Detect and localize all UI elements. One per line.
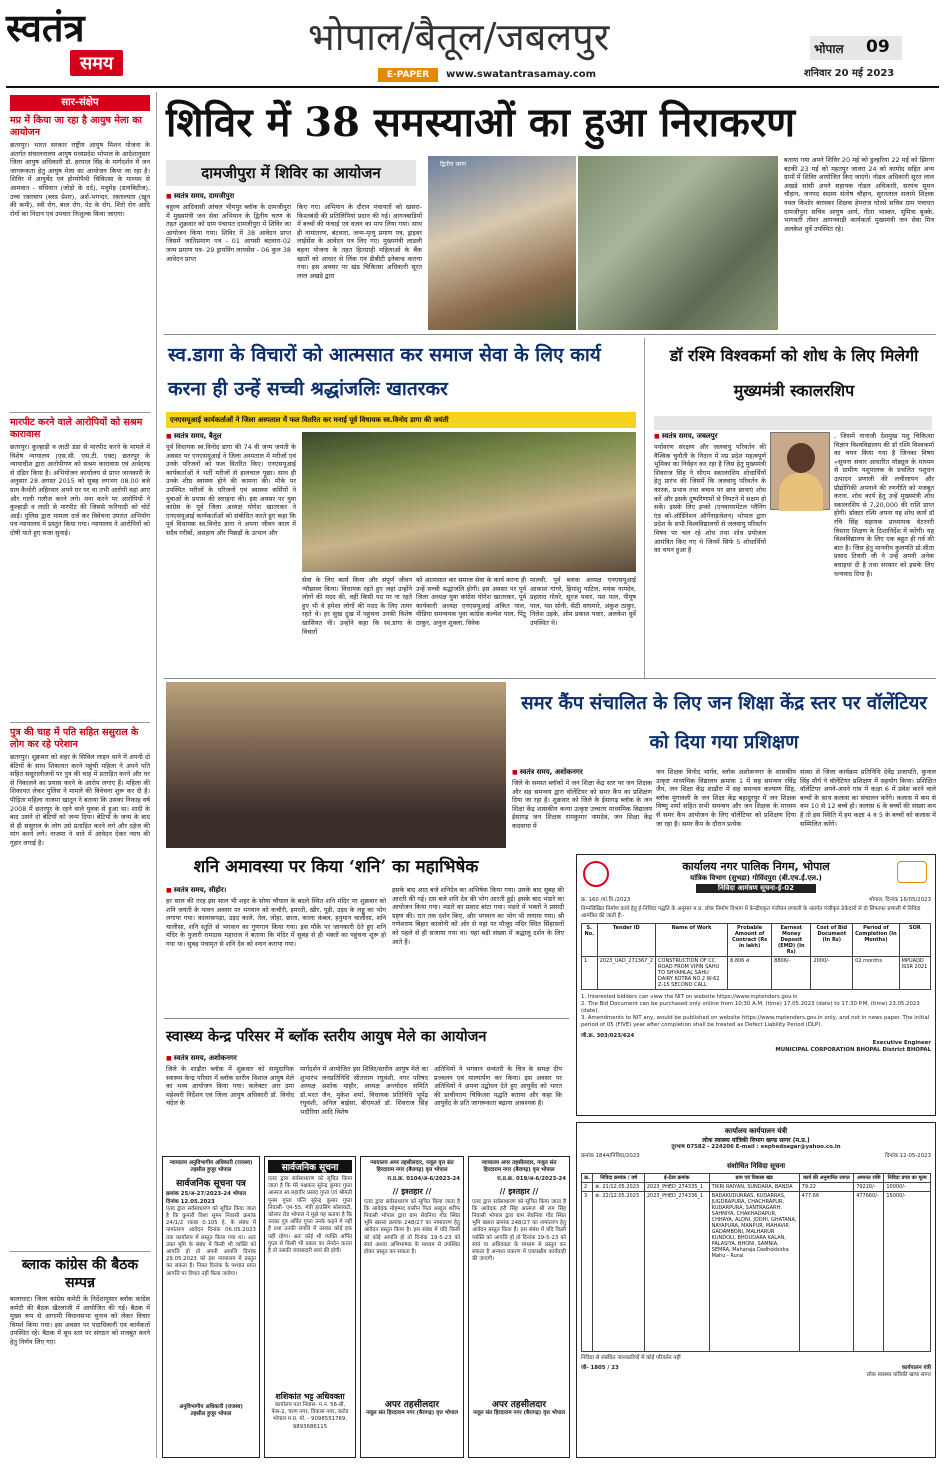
table-header: ई-टेंडर क्रमांक [644,1174,709,1183]
notice-signer: अपर तहसीलदार [384,1399,440,1410]
samar-headline: समर कैंप संचालित के लिए जन शिक्षा केंद्र स्तर पर वॉलेंटियर को दिया गया प्रशिक्षण [521,693,927,753]
emblem-icon [583,861,609,887]
tender-signer-org: MUNICIPAL CORPORATION BHOPAL District BHOPAL [775,1047,931,1054]
shani-col2: इसके बाद आठ बजे शनिदेव का अभिषेक किया गया। उसके बाद सुबह की आरती की गई। दस बजे शनि देव की भोग आरती हुई। इसके बाद भंडारे का आयोजन किया गया। भंडारे का प्रसाद बांटा गया। भंडारे में भक्तों ने प्रसादी ग्रहण की। रात तक दर्शन किए, और भगवान का भोग भी लगाया गया। श्री गणेशराम बिहार कालोनी को ओर से यहां पर मौजूद मंदिर स्थित सिंहासनों को पहले से ही सजाया गया था। यहां बड़ी संख्या में श्रद्धालु दर्शन के लिए आते हैं। [392,886,564,946]
daga-headline: स्व.डागा के विचारों को आत्मसात कर समाज सेवा के लिए कार्य करना ही उन्हें सच्ची श्रद्धांजलिः खातरकर [168,344,601,400]
tender-title: निविदा आमंत्रण सूचना-ई-02 [696,884,816,893]
tender-date: भोपाल, दिनांक 16/05/2023 [868,897,931,903]
notice-case: रा.प्र.क्र. 019/अ-6/2023-24 [497,1176,566,1183]
rashmi-photo [770,432,830,510]
table-header: Cost of Bid Document (In Rs) [811,923,853,956]
daga-col3: को आत्मसात कर समाज सेवा के कार्य करना ही उन्हें सच्ची श्रद्धांजलि होगी। इस अवसर पर पूर्व जिला अध्यक्ष युवा कांग्रेस योगेश खातरकर, पूर्व कार्यकारी अध्यक्ष एनएसयूआई अंकित पाल, मीडिया समन्वयक युवा कांग्रेस कल्पेश पाल, पिंटू ठाकुर, अनुज शुक्ला, विवेक [416,576,526,627]
ayush-byline: ■ स्वतंत्र समय, अशोकनगर [166,1054,566,1063]
notice-title: सार्वजनिक सूचना पत्र [176,1179,246,1190]
epaper-badge[interactable]: E-PAPER [378,68,438,82]
table-header: ग्राम एवं विकास खंड [709,1174,799,1183]
phe-ref: क्रमांक 1844/निविदा/2023 [581,1153,640,1160]
sidebar-item [10,1251,150,1451]
notice-case: रा.प्र.क्र. 0104/अ-6/2023-24 [387,1176,460,1183]
table-header: Probable Amount of Contract (Rs in lakh) [728,923,772,956]
notice-body: एतद द्वारा सर्वसाधारण को सूचित किया जाता है कि मेरे पक्षकार सुरेन्द्र कुमार गुप्ता आत्मज स्व.महावीर प्रसाद गुप्ता एवं श्रीमती पूनम गुप्ता पत्नि सुरेन्द्र कुमार गुप्ता निवासी- एम-55, मंत्री हाउसिंग सोसायटी, कोलार रोड भोपाल ने मुझे यह बताया है कि उनका पुत्र अर्पित गुप्ता उनके कहने में नहीं है तथा उनकी संपत्ति में उसका कोई हक नहीं रहेगा। अतः कोई भी व्यक्ति अर्पित गुप्ता से किसी भी प्रकार का लेनदेन करता है तो उसकी जवाबदारी स्वयं की होगी। [268,1176,352,1255]
table-header: S. No. [582,923,598,956]
phe-notice [576,1122,936,1458]
edition-title: भोपाल/बैतूल/जबलपुर [308,15,610,59]
table-header-row [582,1174,931,1183]
table-header: निविदा प्रपत्र का मूल्य [884,1174,931,1183]
table-cell: 10000/- [884,1183,931,1192]
table-header: निविदा क्रमांक / वर्ष [593,1174,645,1183]
phe-org: कार्यालय कार्यपालन यंत्री [724,1127,788,1135]
notice-body: एतद द्वारा सर्वसाधारण को सूचित किया जाता है कि आवेदक मोहम्मद यासीन पिता अब्दुल शरीफ निवासी भोपाल द्वारा ग्राम सेवनिया गोंड स्थित भूमि खसरा क्रमांक 248/27 का नामांतरण हेतु आवेदन प्रस्तुत किया है। इस संबंध में यदि किसी को कोई आपत्ति हो तो दिनांक 19-5-23 को स्वयं अथवा अभिभाषक के माध्यम से उपस्थित होकर प्रस्तुत कर सकता है। [364,1198,460,1256]
sidebar-item [10,722,150,1247]
table-row [582,1183,931,1192]
table-cell: 477.66 [799,1192,854,1352]
shani-photo [166,682,506,848]
notice-case: क्रमांक 25/अ-27/2023-24 भोपाल दिनांक 12.05.2023 [166,1191,246,1205]
phe-title: संशोधित निविदा सूचना [726,1162,786,1171]
sidebar-item-body: छतरपुर। कुल्हाड़ी व लाठी डंडा से मारपीट करने के मामले में विशेष न्यायालय (एस.सी. एस.टी. एक्ट) छतरपुर के न्यायाधीश द्वारा आरोपीगण को सश्रम कारावास एवं अर्थदण्ड से दंडित किया है। अभियोजन कार्यालय से प्राप्त जानकारी के अनुसार 28 अगस्त 2015 को सुबह लगभग 08.00 बजे ग्राम कैथोरी अहिरवार अपने घर पर था तभी आरोपी वहां आए और गाली गलौज करने लगे। मना करने पर आरोपियों ने कुल्हाड़ी व लाठी से मारपीट की जिससे फरियादी को चोटें आईं। पुलिस द्वारा मामला दर्ज कर विवेचना उपरांत अभियोग पत्र न्यायालय में प्रस्तुत किया गया। न्यायालय ने आरोपियों को दोषी पाते हुए सजा सुनाई। [10,443,150,537]
table-cell: 8806/- [772,956,811,989]
notice-signer: अनुविभागीय अधिकारी (राजस्व) [179,1403,243,1410]
lead-col2: किए गए। अभियान के दौरान पंचायतों को खसरा-किश्तबंदी की प्रतिलिपियां प्रदान की गई। आगनबाडियों में बच्चों की फंचाई एवं वजन का माप लिया गया। साथ ही नामांतरण, बंटवारा, जन्म-मृत्यु प्रमाण पत्र, ड्राइवर लाईसेंस के आवेदन पत्र लिए गए। मुख्यमंत्री लाडली बहना योजना के तहत हितग्राही महिलाओं के बैंक खातों को आधार से लिंक एवं डीबीटी इनेबल्ड कराया गया। इस अवसर पर खंड चिकित्सा अधिकारी सूरत लाल अखडे द्वारा [297,203,422,280]
notice-body: एतद द्वारा सर्वसाधारण को सूचित किया जाता है कि आवेदक हरी सिंह आत्मज श्री राम सिंह निवासी भोपाल द्वारा ग्राम सेवनिया गोंड स्थित भूमि खसरा क्रमांक 248/27 का नामांतरण हेतु आवेदन प्रस्तुत किया है। इस संबंध में यदि किसी व्यक्ति को आपत्ति हो तो दिनांक 19-5-23 को स्वयं या अधिवक्ता के माध्यम से प्रस्तुत कर सकता है अन्यथा प्रकरण में एकपक्षीय कार्यवाही की जाएगी। [472,1198,566,1263]
legal-notice [264,1156,356,1458]
samar-byline: ■ स्वतंत्र समय, अशोकनगर [512,768,652,777]
shani-body [166,886,566,1016]
notice-signer: अपर तहसीलदार [491,1399,547,1410]
legal-notice [162,1156,260,1458]
table-cell: 79.22 [799,1183,854,1192]
tender-note: 2. The Bid Document can be purchased only online from 10:30 A.M. (time) 17.05.2023 (date) to 17:30 P.M. (time) 23.05.2023 (date). [581,1000,920,1015]
photo-caption: द्वितीय चरण [440,161,466,168]
table-cell: 2 [582,1183,593,1192]
notice-court: न्यायालय अपर तहसीलदार, नजूल संत हिरदाराम नगर (बैरागढ़) वृत्त भोपाल [481,1160,557,1174]
table-cell: 2023_PHED_274335_1 [644,1183,709,1192]
table-header: Earnest Money Deposit (EMD) (In Rs) [772,923,811,956]
table-cell: 8.806 ल. [728,956,772,989]
table-header-row [582,923,931,956]
table-header: Tender ID [597,923,655,956]
phe-table [581,1173,931,1352]
table-header: कार्य की अनुमानित लागत [799,1174,854,1183]
table-header: SOR [899,923,930,956]
tender-table [581,923,931,990]
sidebar-item-title: ब्लाक कांग्रेस की बैठक सम्पन्न [21,1257,139,1291]
phe-ref2: जी- 1805 / 23 [581,1364,619,1371]
tender-signer: Executive Engineer [872,1039,931,1046]
ayush-col2: मार्गदर्शन में आयोजित इस शिविर/स्तरीय आयुष मेले का शुभारंभ जनप्रतिनिधि सीताराम रघुवंशी, नगर परिषद अध्यक्ष अशोक माहौर, अध्यक्ष अन्त्योदय समिति डॉ.भरत जैन, मुकेश शर्मा, विधायक प्रतिनिधि भूपेंद्र रघुवंशी, अनिल बाईसा, बीएमओ डॉ. शिवराज सिंह भदौरिया आदि विशेष [300,1065,428,1116]
samar-body-left [512,768,652,848]
ayush-body [166,1054,566,1154]
table-cell: 1 [582,956,598,989]
table-cell: 3 [582,1192,593,1352]
sidebar-header: सार-संक्षेप [10,95,150,111]
sidebar [10,95,150,1455]
notice-signer2: नजूल संत हिरदाराम नगर (बैरागढ़) वृत्त भोपाल [365,1409,459,1416]
logo-text-line2: समय [70,50,123,76]
daga-col2: सेवा के लिए कार्य किया और संपूर्ण जीवन न्यौछावर किया। विधायक रहते हुए जहां उन्होंने लोगों की मदद की, वहीं किसी पद पर ना रहते हुए भी वे हमेशा लोगों की मदद के लिए तत्पर रहते थे। हर सुख दुख में पहुंचना उनकी विशेष खासियत थी। उन्होंने कहा कि स्व.डागा के विचारों [302,576,412,636]
rashmi-body-left [654,432,766,672]
table-row [582,1192,931,1352]
table-cell: 2023_UAD_271367_2 [597,956,655,989]
ayush-headline: स्वास्थ्य केन्द्र परिसर में ब्लॉक स्तरीय आयुष मेले का आयोजन [166,1028,487,1045]
rashmi-col2: , जिसमें नानाजी देशमुख पशु चिकित्सा विज्ञान विश्वविद्यालय की डॉ रश्मि विश्वकर्मा का चयन किया गया है जिनका विषय «सूचना संचार आधारित मॉड्यूल के माध्यम से ग्रामीण पशुपालक के प्रचलित पशुधन उत्पादन प्रणाली की लचीलापन और प्रौद्योगिकी अपनाने की रणनीति को मजबूत करना. शोध कार्य हेतु उन्हें मुख्यमंत्री शोध स्कालरशिप से 7,20,000 की राशि प्राप्त होगी। डॉक्टर रश्मि अपना यह शोध कार्य डॉ रचि सिंह सहायक प्राध्यापक वेटरनरी विस्तार शिक्षण के दिशानिर्देश में करेंगी। यह विश्वविद्यालय के लिए एक बहुत ही गर्व की बात है। जिस हेतु माननीय कुलपति प्रो.सीता प्रसाद तिवारी जी ने उन्हें अपनी अनेक बधाइयां दी है तथा सरकार को इसके लिए धन्यवाद दिया है। [834,432,934,578]
table-cell: क्र. 22/12.05.2023 [593,1192,645,1352]
lead-body-left [166,192,422,330]
logo [6,6,176,82]
daga-byline: ■ स्वतंत्र समय, बैतूल [166,432,296,441]
sidebar-item-title: मारपीट करने वाले आरोपियों को सश्रम कारावास [10,417,143,440]
shani-col1: हर साल की तरह इस साल भी शहर के सोया चौपाल के बदले स्थित शनि मंदिर पर शुक्रवार को शनि जयंती के पावन अवसर पर भगवान को कचौरी, इमरती, खीर, पूड़ी, उड़द के लड्डू का भोग लगाया गया। कालाकपड़ा, उड़द काले, तेल, लोहा, छाता, काला कंबल, हनुमान चालीसा, शनि चालीसा, शनि स्तुति से भगवान का गुणगान किया गया। इस मौके पर जानकारी देते हुए शनि मंदिर के पुजारी रामदास महाराज ने बताया कि मंदिर में सुबह से ही भक्तों का पहुंचना शुरू हो गया था। सुबह पंचामृत से शनि देव को स्नान कराया गया। [166,897,386,948]
table-cell: 2023_PHED_274336_1 [644,1192,709,1352]
sidebar-item-body: छतरपुर। शुक्रवार को शहर के सिविल लाइन थाने में अपनी दो बेटियों के साथ शिकायत करने पहुंची महिला ने अपने पति सहित ससुरालीजनों पर पुत्र की चाह में प्रताड़ित करने और घर से निकालने का प्रयास करने के आरोप लगाए हैं। महिला की शिकायत लेकर पुलिस ने मामले की विवेचना शुरू कर दी है। पीड़िता महिला नाजमा खातून ने बताया कि उसका निकाह वर्ष 2008 में छतरपुर के रहने वाले युवक से हुआ था। शादी के बाद उसने दो बेटियों को जन्म दिया। बेटियों के जन्म के बाद से ही ससुराल के लोग उसे प्रताड़ित करने लगे और दहेज की मांग करने लगे। नाजमा ने थाने में आवेदन देकर न्याय की गुहार लगाई है। [10,753,150,847]
page-city: भोपाल [814,42,844,56]
phe-contact: दूरभाष 07582 - 224206 E-mail : eephedsagar@yahoo.co.in [671,1144,841,1150]
table-cell: क्र. 21/12.05.2023 [593,1183,645,1192]
sidebar-item [10,412,150,718]
phe-footer: निविदा से संबंधित जानकारियों में कोई परिवर्तन नहीं [581,1355,681,1362]
lead-headline: शिविर में 38 समस्याओं का हुआ निराकरण [166,99,796,146]
tender-ref: क्र. 160 /यां.वि./2023 [581,897,631,903]
notice-title: // इश्तहार // [392,1186,432,1196]
notice-title: सार्वजनिक सूचना [268,1160,352,1173]
issue-date: शनिवार 20 मई 2023 [804,68,895,79]
sidebar-item-body: बालाघाट। जिला कांग्रेस कमेटी के निर्देशानुसार ब्लॉक कांग्रेस कमेटी की बैठक खैरलांजी में आयोजित की गई। बैठक में मुख्य रूप से आगामी विधानसभा चुनाव को लेकर विचार विमर्श किया गया। इस अवसर पर पदाधिकारी एवं कार्यकर्ता उपस्थित रहे। बैठक में बूथ स्तर पर संगठन को मजबूत करने हेतु निर्णय लिए गए। [10,1295,150,1346]
table-cell: 02 months [853,956,900,989]
shani-byline: ■ स्वतंत्र समय, सीहोर। [166,886,386,895]
tender-dept: यांत्रिक विभाग (सुभद्रा) गोविंदपुरा (बी.एच.ई.एल.) [690,874,822,882]
notice-body: एतद द्वारा सर्वसाधारण को सूचित किया जाता है कि कुमारी विशा सुमन निवासी क्रमांक 24/1/2 रकबा 0.105 हे. के संबंध में नामांतरण आवेदन दिनांक 06.05.2023 तक कार्यालय में प्रस्तुत किया गया था। अतः उक्त भूमि के संबंध में किसी भी व्यक्ति को आपत्ति हो तो अपनी आपत्ति दिनांक 29.05.2023 को इस न्यायालय में प्रस्तुत कर सकता है। नियत दिनांक के पश्चात प्राप्त आपत्ति पर विचार नहीं किया जावेगा। [166,1205,256,1277]
tender-note: 1. Interested bidders can view the NIT on website https://www.mptenders.gov.in [581,993,798,1000]
notice-court: न्यायालय अपर तहसीलदार, नजूल वृत्त संत हिरदाराम नगर (बैरागढ़) वृत्त भोपाल [370,1160,454,1174]
legal-notice [468,1156,570,1458]
anniversary-logo-icon [897,861,927,883]
lead-col3: बताया गया अपने शिविर 20 मई को डुल्हरिया 22 मई को झिरना बटकी 23 मई को महतपुर जावरा 24 को कामोद सहित अन्य ग्रामों में शिविर आयोजित किए जाएंगे। नोडल अधिकारी सूरत लाल अखडे सांसी अपने सहायक नोडल अधिकारी, सरपंच सुमन चौहान, जनपद सदस्य संतोष चौहान, सुरतलाल सलामे शिक्षक नवल किशोर बारस्कर शिक्षक हेमराज घोरसे सचिव ग्राम पंचायत दामजीपुरा सचिव आयुष आर्य, गीता भास्कर, सुमित्रा बुक्के, भागवती तोमर आगनवाड़ी कार्यकर्ता मुख्यमंत्री जन सेवा मित्र अलकेश धुर्वे उपस्थित रहे। [784,156,934,233]
sidebar-item [10,115,150,408]
tender-note: 3. Amendments to NIT any, would be published on website https://www.mptenders.gov.in only, and not in news paper. The initial period of 05 (FIVE) year after completion shall be treated as Defect Liability Period (DLP). [581,1015,930,1029]
sidebar-item-title: मप्र में किया जा रहा है आयुष मेला का आयोजन [10,115,142,138]
daga-col4: मालवी, पूर्व ब्लाक अध्यक्ष एनएसयूआई आकाश गांगरे, हिमांशु पाटिल, मयंक नामदेव, प्रहलाद गोयरे, सूरज पवार, यश पाल, पीयूष पाल, यश सोनी, सेठी वाघमारे, अंकुश ठाकुर, निलेश उइके, ओम प्रकाश पवार, अलकेश धुर्वे उपस्थित थे। [530,576,636,627]
phe-signer-org: लोक स्वास्थ्य यांत्रिकी खण्ड सागर [866,1371,931,1378]
notice-signer2: नजूल संत हिरदाराम नगर (बैरागढ़) वृत्त भोपाल [472,1409,566,1416]
website-link[interactable]: www.swatantrasamay.com [446,69,597,80]
legal-notice [360,1156,464,1458]
rashmi-headline: डॉ रश्मि विश्वकर्मा को शोध के लिए मिलेगी मुख्यमंत्री स्कालरशिप [669,346,919,400]
lead-photo-1 [428,156,576,330]
ayush-col3: अतिथियों ने भगवान धन्वंतरी के चित्र के समक्ष दीप प्रज्वलन एवं माल्यार्पण कर किया। इस अवसर पर अतिथियों ने अपना उद्बोधन देते हुए आयुर्वेद को भारत की प्राचीनतम चिकित्सा पद्धति बताया और कहा कि आयुर्वेद के प्रति जागरूकता बढ़ाना आवश्यक है। [434,1065,562,1108]
table-header: अमानत राशि [854,1174,884,1183]
tender-org: कार्यालय नगर पालिक निगम, भोपाल [682,860,830,873]
lead-byline: ■ स्वतंत्र समय, दामजीपुरा [166,192,422,201]
notice-signer2: कार्यालय पता निवास- म.न. 56-बी, फेस-2, चरण नगर, विकास नगर, करोद भोपाल म.प्र. मो. - 9098551769, 9893686115 [271,1402,349,1430]
logo-text-line1: स्वतंत्र [6,5,85,50]
lead-col1: बहुल्य आदिवासी आंचल भीमपुर ब्लॉक के दामजीपुरा में मुख्यमंत्री जन सेवा अभियान के द्वितीय चरण के तहत शुक्रवार को ग्राम पंचायत दामजीपुरा में शिविर का आयोजन किया गया। शिविर में 38 आवेदन प्राप्त जिसमें जातिप्रमाण पत्र - 01 आपसी बटवारा-02 जन्म प्रमाण पत्र- 29 ड्रायविंग लायसेंस - 06 कुल 38 आवेदन प्राप्त [166,203,291,263]
notice-court: न्यायालय अनुविभागीय अधिकारी (राजस्व) तहसील हुजूर भोपाल [169,1160,253,1174]
samar-col3: संस्था से जिला कार्यक्रम प्रतिनिधि देवेंद्र प्रजापति, कुनाल सिंह मौर्य ने वॉलेंटियर प्रशिक्षण में सहयोग किया। प्रशिक्षित वॉलेंटियर अपने-अपने गांव में कक्षा 6 में प्रवेश करने वाले बच्चों के साथ कलास का संचालन करेंगे। कलास में कम से कम 10 से 12 बच्चे हो। कलास 6 के बच्चों की संख्या कम है तो इस स्थिति में हम कक्षा 4 व 5 के बच्चों को कलास में सम्मिलित करेंगे। [800,768,936,828]
table-header: Period of Completion (In Months) [853,923,900,956]
notice-signer: शशिकांत भट्ट अधिवक्ता [275,1392,345,1401]
table-row [582,956,931,989]
table-cell: 79220/- [854,1183,884,1192]
rashmi-col1: पर्यावरण संरक्षण और जलवायु परिवर्तन की वैश्विक चुनौती के निदान में मप्र प्रदेश महत्वपूर्ण भूमिका का निर्वहन कर रहा है जिस हेतु मुख्यमंत्री शिवराज सिंह ने सीएम स्कालरशिप शोधार्थियों हेतु प्रारंभ की जिसमें कि जलवायु परिवर्तन के कारक, प्रभाव तथा बचाव पर छात्र छात्राएं शोध करें और इसके दुष्परिणामों से निपटने में सक्षम हो सकें। इसके लिए इप्को (एनवायरमेंटल प्लैनिंग एंड को-ऑर्डिनेशन ऑर्गेनाइजेशन) भोपाल द्वारा प्रदेश के सभी विश्वविद्यालयों से जलवायु परिवर्तन विषय पर चल रहे शोध तथा शोध प्रपोजल आमंत्रित किए गए थे जिनमें सिर्फ 5 शोधार्थियों का चयन हुआ है [654,443,766,555]
sidebar-item-title: पुत्र की चाह में पति सहित ससुराल के लोग कर रहे परेशान [10,727,139,750]
table-cell: 477660/- [854,1192,884,1352]
phe-dept: लोक स्वास्थ्य यांत्रिकी विभाग खण्ड सागर (म.प्र.) [702,1137,810,1144]
phe-signer: कार्यपालन यंत्री [901,1364,931,1371]
samar-col2: जन शिक्षक विनोद भार्गव, ब्लॉक अशोकनगर के शासकीय उत्कृष्ट माध्यमिक विद्यालय क्रमांक 1 में सह समन्वय रविंद्र जैन, जन शिक्षा केंद्र शाढौरा में सह समन्वय कल्याण सिंह, ब्लॉक मुंगावली के जन शिक्षा केंद्र बहादुरपुर में जन शिक्षक विष्णु शर्मा सहित सभी समन्वय और जन शिक्षक के माध्यम से समर कैंप आयोजन के लिए वॉलेंटियर को प्रशिक्षण दिया जा रहा है। समर कैंप के दौरान प्रत्येक [656,768,796,828]
table-cell: BADAKUDURRAS, KUDARRAS, JUGDRAPURA, CHACHRAPUR, KUDARPURA, SANTRAGARH, SAHNIYA, CHAKHADAPUR, CHHAYA, ALONI, JODHI, GHATANA, NAYAPURA, MANPUR, MAHAVIR GADAMBONI, MALHARUR KUNDOLI, BHOUDARA KALAN, PALASIYA, BHONI, SAMNIA, SEMRA, Maharaja Dadhokbirka Mahu - Rurai [709,1192,799,1352]
page-tag [810,36,902,60]
notice-title: // इश्तहार // [499,1186,539,1196]
table-cell: 15000/- [884,1192,931,1352]
rashmi-bar [654,416,932,430]
phe-date: दिनांक 12-05-2023 [885,1153,931,1160]
tender-notice [576,854,936,1116]
table-header: Name of Work [656,923,728,956]
ayush-col1: जिले के शाढ़ौरा ब्लॉक में शुक्रवार को सामुदायिक स्वास्थ्य केन्द्र परिसर में ब्लॉक स्तरीय विशाल आयुष मेले का भव्य आयोजन किया गया। कलेक्टर आर उमा महेश्वरी निर्देशन एवं जिला आयुष अधिकारी डॉ. विनोद चंदेल के [166,1065,294,1108]
tender-footnote: जी.क्र. 303/023/624 [581,1032,635,1039]
rashmi-byline: ■ स्वतंत्र समय, जबलपुर [654,432,766,441]
lead-photo-2 [578,156,778,330]
daga-photo [302,432,636,572]
table-cell: 2000/- [811,956,853,989]
samar-col1: जिले के समस्त ब्लॉकों में जन शिक्षा केंद्र स्तर पर जन शिक्षक और सह समन्वय द्वारा वॉलेंटियर को समर कैंप का प्रशिक्षण दिया जा रहा है। शुक्रवार को जिले के ईसागढ़ ब्लॉक के जन शिक्षा केंद्र शासकीय कन्या उत्कृष्ट उच्चतर माध्यमिक विद्यालय ईसागढ़ जन शिक्षक रामकुमार नामदेव, जन शिक्षा केंद्र कदवाया में [512,779,652,830]
table-cell: TIKRI RAIYAN, SUNDARA, BANDA [709,1183,799,1192]
tender-intro: निम्नलिखित निर्माण कार्य हेतु ई-निविदा पद्धति के अनुसार म.प्र. लोक निर्माण विभाग में केन्द्रीयकृत पंजीयन प्रणाली के अंतर्गत पंजीकृत ठेकेदारों से दो लिफाफा प्रणाली में निविदा आमंत्रित की जाती हैं:- [581,906,921,920]
shani-headline: शनि अमावस्या पर किया ‘शनि’ का महाभिषेक [193,857,479,877]
table-cell: MPUADD ISSR 2021 [899,956,930,989]
lead-subhead: दामजीपुरा में शिविर का आयोजन [166,160,416,186]
table-header: क्र. [582,1174,593,1183]
daga-col1: पूर्व विधायक स्व.विनोद डागा की 74 वी जन्म जयंती के अवसर पर एनएसयूआई ने जिला अस्पताल में मरीजों एवं उनके परिजनों को फल वितरित किए। एनएसयूआई कार्यकर्ताओं ने भर्ती मरीजों से हालचाल पूछा। साथ ही उनके शीघ्र स्वास्थ्य होने की कामना की। मौके पर उपस्थित मरीजों के परिजनों एवं स्वास्थ्य कर्मियों ने युवाओं के प्रयास की सराहना की। इस अवसर पर युवा कांग्रेस के पूर्व जिला अध्यक्ष योगेश खातरकर ने एनएसयूआई कार्यकर्ताओं को संबोधित करते हुए कहा कि पूर्व विधायक स्व.विनोद डागा ने अपना जीवन काल में सदैव गरीबों, असहाय और पिछड़ों के उत्थान और [166,443,296,537]
notice-signer2: तहसील हुजूर भोपाल [190,1411,232,1418]
sidebar-item-body: छतरपुर। भारत सरकार राष्ट्रीय आयुष मिशन योजना के अंतर्गत संचालनालय आयुष मध्यप्रदेश भोपाल के आदेशानुसार जिला आयुष अधिकारी डॉ. हरपाल सिंह के मार्गदर्शन में जन जागरूकता हेतु आयुष मेला का आयोजन किया जा रहा है। शिविर में आयुर्वेद एवं होम्योपैथी चिकित्सा के माध्यम से आमवात - संधिवात (जोड़ो के दर्द), मधुमेह (डायबिटीज), उच्च रक्तचाप (ब्लड प्रेशर), अर्श-भगन्दर, रक्ताल्पता (खून की कमी), स्त्री रोग, बाल रोग, पेट के रोग, शिरो रोग आदि रोगों का निदान एवं उपचार निःशुल्क किया जाएगा। [10,141,150,218]
table-cell: CONSTRUCTION OF CC ROAD FROM VIPIN SAHU TO SHYAMLAL SAHU DAIRY KOTRA NO.2 W-62 Z-15 SECOND CALL [656,956,728,989]
page-number: 09 [866,37,890,57]
daga-strap: एनएसयूआई कार्यकर्ताओं ने जिला अस्पताल में फल वितरित कर मनाई पूर्व विधायक स्व.विनोद डागा की जयंती [166,412,636,428]
